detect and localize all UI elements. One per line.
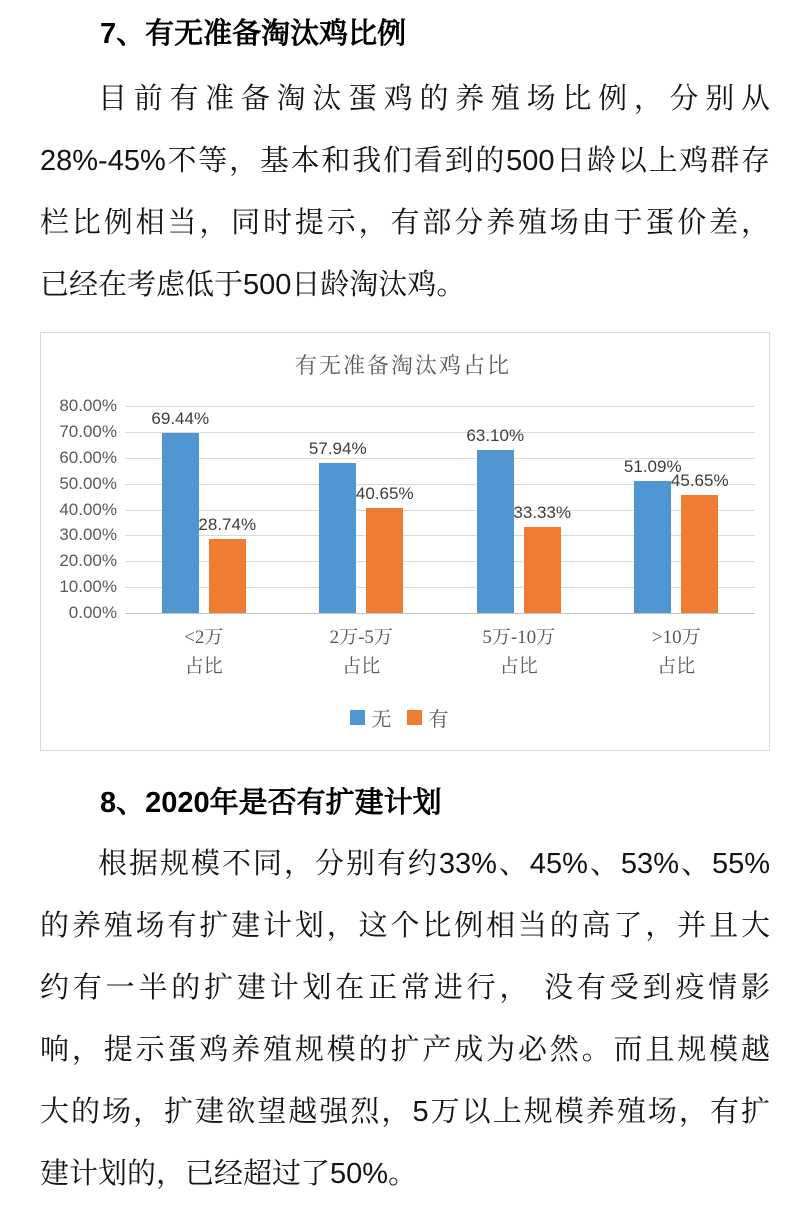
x-axis (125, 623, 755, 681)
x-axis-label (598, 623, 756, 681)
bar-无 (623, 456, 682, 613)
bar-group (283, 406, 441, 613)
x-axis-label-line1: 2万-5万 (329, 627, 393, 648)
y-tick-label: 30.00% (59, 525, 117, 545)
x-axis-label-line1: <2万 (184, 627, 224, 648)
bar-value-label: 28.74% (198, 514, 257, 534)
paragraph-line: 栏比例相当，同时提示，有部分养殖场由于蛋价差， (40, 207, 770, 239)
y-tick-label: 0.00% (68, 603, 117, 622)
bar-无 (308, 439, 367, 613)
legend-label-无: 无 (371, 709, 392, 731)
bar-value-label: 33.33% (513, 502, 572, 522)
x-axis-label-line2: 占比 (499, 656, 538, 677)
legend-swatch-无 (350, 710, 365, 725)
bar-无 (151, 409, 210, 613)
chart-title: 有无准备淘汰鸡占比 (294, 353, 511, 378)
x-axis-label-line2: 占比 (657, 656, 696, 677)
section-7-paragraph (40, 68, 770, 316)
bar-有 (513, 502, 572, 613)
chart-body (51, 396, 755, 622)
bar-有 (355, 483, 414, 613)
x-axis-label (440, 623, 598, 681)
bar-value-label: 40.65% (355, 483, 414, 503)
bar-有 (198, 514, 257, 613)
bar-value-label: 57.94% (308, 439, 367, 459)
y-axis (51, 396, 125, 622)
document-body (40, 14, 770, 1205)
x-axis-label (125, 623, 283, 681)
x-axis-label-line1: >10万 (651, 627, 701, 648)
paragraph-line: 28%-45%不等，基本和我们看到的500日龄以上鸡群存 (40, 145, 770, 177)
gridline (125, 613, 755, 614)
x-axis-label-line1: 5万-10万 (482, 627, 556, 648)
section-8-heading: 8、2020年是否有扩建计划 (100, 787, 442, 819)
paragraph-line: 建计划的，已经超过了50%。 (40, 1158, 418, 1190)
paragraph-line: 的养殖场有扩建计划，这个比例相当的高了，并且大 (40, 910, 770, 942)
paragraph-line: 已经在考虑低于500日龄淘汰鸡。 (40, 269, 466, 301)
paragraph-line: 响，提示蛋鸡养殖规模的扩产成为必然。而且规模越 (40, 1034, 770, 1066)
y-tick-label: 70.00% (59, 421, 117, 441)
legend-swatch-有 (407, 710, 422, 725)
y-tick-label: 20.00% (59, 551, 117, 571)
bar-group (125, 406, 283, 613)
paragraph-line: 目前有准备淘汰蛋鸡的养殖场比例，分别从 (98, 83, 770, 115)
bar-chart (40, 332, 770, 751)
x-axis-label (283, 623, 441, 681)
bar-value-label: 69.44% (151, 409, 210, 429)
bar-无 (466, 425, 525, 613)
section-7-heading: 7、有无准备淘汰鸡比例 (100, 18, 407, 50)
section-8-paragraph (40, 833, 770, 1205)
bar-value-label: 51.09% (623, 456, 682, 476)
plot-area (125, 406, 755, 613)
bar-value-label: 45.65% (670, 470, 729, 490)
bar-groups (125, 406, 755, 613)
y-tick-label: 80.00% (59, 396, 117, 415)
paragraph-line: 约有一半的扩建计划在正常进行， 没有受到疫情影 (40, 972, 770, 1004)
y-tick-label: 10.00% (59, 577, 117, 597)
x-axis-label-line2: 占比 (184, 656, 223, 677)
paragraph-line: 根据规模不同，分别有约33%、45%、53%、55% (98, 848, 770, 880)
y-tick-label: 50.00% (59, 473, 117, 493)
bar-group (440, 406, 598, 613)
bar-value-label: 63.10% (466, 425, 525, 445)
y-tick-label: 60.00% (59, 447, 117, 467)
legend-label-有: 有 (428, 709, 449, 731)
bar-group (598, 406, 756, 613)
chart-legend (51, 703, 755, 736)
y-tick-label: 40.00% (59, 499, 117, 519)
paragraph-line: 大的场，扩建欲望越强烈，5万以上规模养殖场，有扩 (40, 1096, 770, 1128)
bar-有 (670, 470, 729, 613)
x-axis-label-line2: 占比 (342, 656, 381, 677)
